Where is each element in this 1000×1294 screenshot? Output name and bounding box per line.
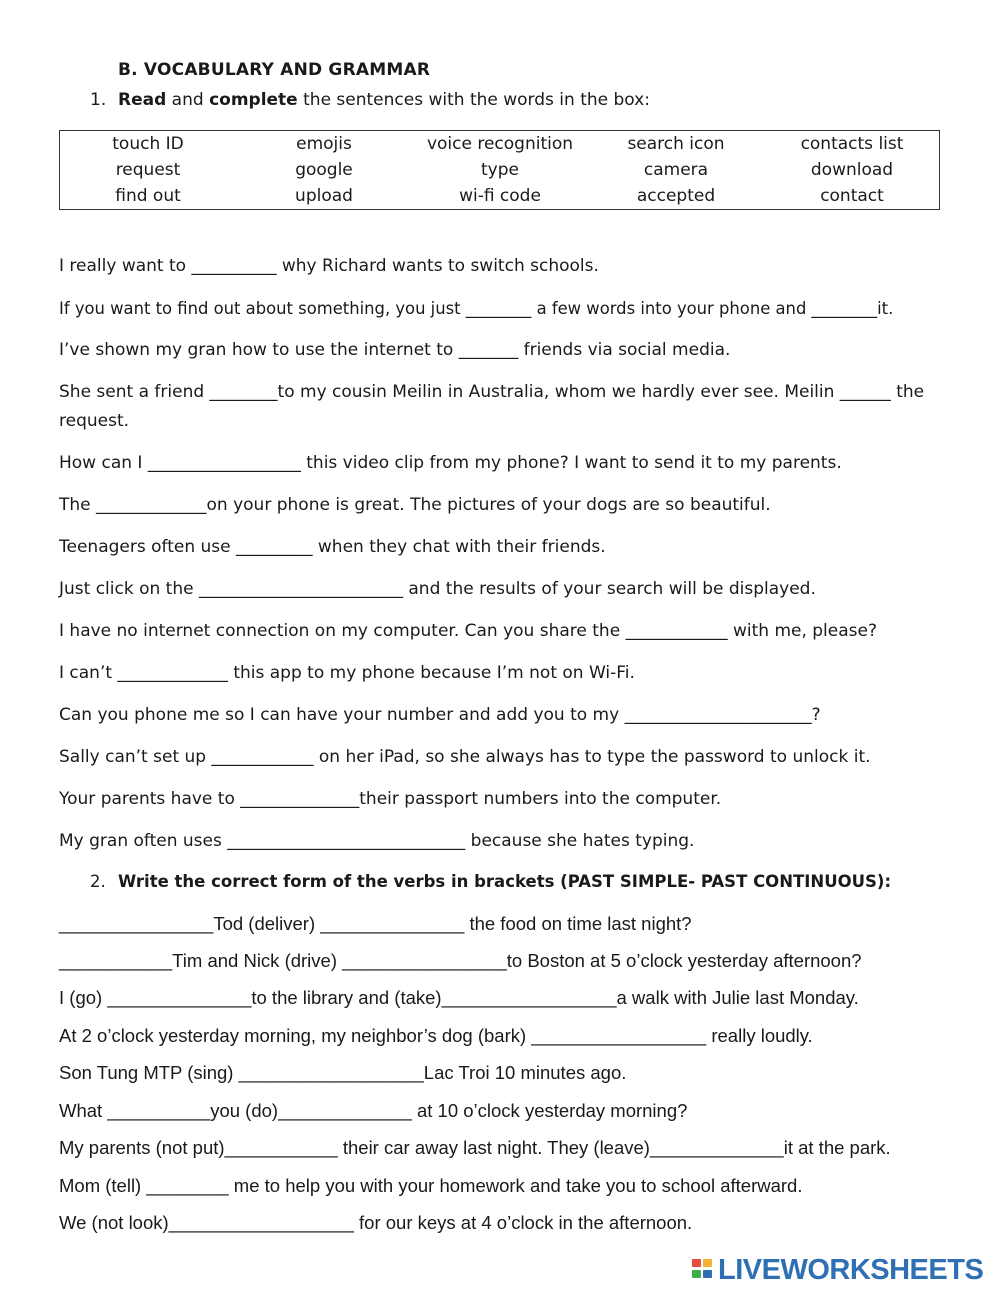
word-box-cell: contacts list xyxy=(800,134,904,154)
logo-tile xyxy=(692,1270,701,1278)
exercise-1-sentence: I really want to __________ why Richard wants to switch schools. xyxy=(59,256,599,276)
exercise-1-sentence: Just click on the ________________________ and the results of your search will be displayed. xyxy=(59,579,816,599)
exercise-2-sentence: What __________you (do)_____________ at 10 o’clock yesterday morning? xyxy=(59,1100,688,1121)
exercise-1-sentence: Your parents have to ______________their passport numbers into the computer. xyxy=(59,789,722,809)
section-title: B. VOCABULARY AND GRAMMAR xyxy=(118,60,431,80)
exercise-1-sentence: Can you phone me so I can have your number and add you to my ______________________? xyxy=(59,705,821,725)
exercise-1-sentence: She sent a friend ________to my cousin Meilin in Australia, whom we hardly ever see. Meilin ______ the request. xyxy=(59,382,925,431)
word-box-cell: contact xyxy=(820,186,884,206)
exercise-1-sentence: I have no internet connection on my computer. Can you share the ____________ with me, please? xyxy=(59,621,878,641)
exercise-1-sentence: The _____________on your phone is great. The pictures of your dogs are so beautiful. xyxy=(59,495,771,515)
word-box-cell: voice recognition xyxy=(426,134,574,154)
word-box-cell: wi-fi code xyxy=(459,186,541,206)
word-box-row xyxy=(60,183,939,209)
logo-tile xyxy=(703,1270,712,1278)
exercise-2-sentence: ___________Tim and Nick (drive) ________________to Boston at 5 o’clock yesterday afternoon? xyxy=(59,950,862,971)
exercise-1-number: 1. xyxy=(90,90,107,110)
word-box-cell: find out xyxy=(115,186,181,206)
exercise-2-sentence: _______________Tod (deliver) ______________ the food on time last night? xyxy=(59,913,692,934)
exercise-2-number: 2. xyxy=(90,872,106,891)
exercise-1-sentence: If you want to find out about something, you just ________ a few words into your phone and ________it. xyxy=(59,299,894,318)
exercise-1-sentence: How can I __________________ this video clip from my phone? I want to send it to my parents. xyxy=(59,453,842,473)
exercise-1-sentence: Teenagers often use _________ when they chat with their friends. xyxy=(59,537,606,557)
word-box-cell: download xyxy=(810,160,894,180)
liveworksheets-logo[interactable] xyxy=(692,1254,983,1286)
exercise-1-sentence: I can’t _____________ this app to my phone because I’m not on Wi-Fi. xyxy=(59,663,635,683)
word-box-cell: google xyxy=(295,160,353,180)
heading-rest: the sentences with the words in the box: xyxy=(297,90,650,110)
exercise-1-sentence: I’ve shown my gran how to use the internet to _______ friends via social media. xyxy=(59,340,731,360)
word-box-row xyxy=(60,131,939,157)
heading-complete: complete xyxy=(209,90,298,110)
word-box-cell: search icon xyxy=(627,134,725,154)
word-box-row xyxy=(60,157,939,183)
exercise-2-sentence: At 2 o’clock yesterday morning, my neighbor’s dog (bark) _________________ really loudly. xyxy=(59,1025,813,1046)
logo-tile xyxy=(692,1259,701,1267)
word-box-cell: type xyxy=(481,160,519,180)
logo-tile xyxy=(703,1259,712,1267)
exercise-2-heading xyxy=(90,872,891,891)
exercise-1-sentence: My gran often uses ____________________________ because she hates typing. xyxy=(59,831,695,851)
word-box-cell: camera xyxy=(643,160,709,180)
word-box xyxy=(59,130,940,210)
word-box-cell: request xyxy=(115,160,181,180)
logo-text: LIVEWORKSHEETS xyxy=(718,1253,984,1286)
exercise-1-sentence: Sally can’t set up ____________ on her iPad, so she always has to type the password to unlock it. xyxy=(59,747,871,767)
heading-and: and xyxy=(166,90,210,110)
heading-read: Read xyxy=(118,90,167,110)
exercise-2-heading-text: Write the correct form of the verbs in brackets (PAST SIMPLE- PAST CONTINUOUS): xyxy=(118,872,892,891)
exercise-2-sentence: Son Tung MTP (sing) __________________Lac Troi 10 minutes ago. xyxy=(59,1062,627,1083)
exercise-2-sentence: We (not look)__________________ for our keys at 4 o’clock in the afternoon. xyxy=(59,1212,693,1233)
exercise-2-sentence: Mom (tell) ________ me to help you with your homework and take you to school afterward. xyxy=(59,1175,803,1196)
exercise-1-heading xyxy=(90,90,650,110)
logo-mark-icon xyxy=(692,1257,714,1283)
word-box-cell: accepted xyxy=(636,186,716,206)
word-box-cell: touch ID xyxy=(112,134,184,154)
word-box-cell: emojis xyxy=(296,134,352,154)
word-box-cell: upload xyxy=(295,186,353,206)
exercise-2-sentence: I (go) ______________to the library and (take)_________________a walk with Julie last Monday. xyxy=(59,987,859,1008)
exercise-2-sentence: My parents (not put)___________ their car away last night. They (leave)_____________it at the park. xyxy=(59,1137,891,1158)
